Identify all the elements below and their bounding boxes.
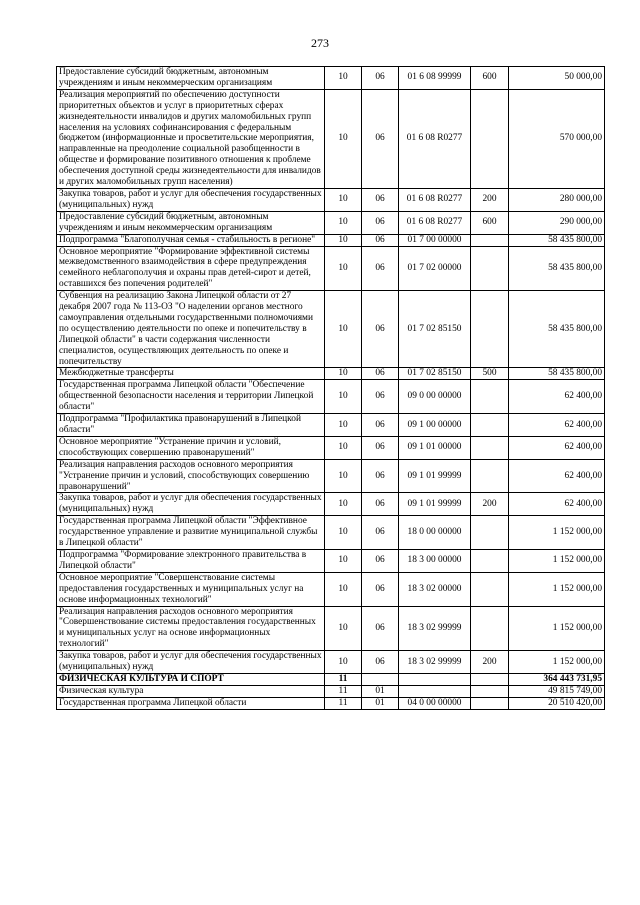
amount-cell: 1 152 000,00 (509, 606, 605, 651)
amount-cell: 58 435 800,00 (509, 234, 605, 246)
amount-cell: 50 000,00 (509, 67, 605, 90)
target-article-cell: 01 7 02 00000 (399, 246, 471, 291)
amount-cell: 1 152 000,00 (509, 549, 605, 572)
target-article-cell: 01 7 02 85150 (399, 291, 471, 368)
row-name-cell: Межбюджетные трансферты (57, 368, 325, 380)
expense-type-cell (471, 685, 509, 697)
section-cell: 10 (325, 493, 362, 516)
table-row (57, 188, 605, 211)
target-article-cell: 09 1 00 00000 (399, 414, 471, 437)
amount-cell: 1 152 000,00 (509, 516, 605, 550)
expense-type-cell (471, 291, 509, 368)
subsection-cell: 06 (362, 368, 399, 380)
section-cell: 10 (325, 549, 362, 572)
subsection-cell: 06 (362, 380, 399, 414)
target-article-cell: 01 6 08 R0277 (399, 89, 471, 188)
row-name-cell: Закупка товаров, работ и услуг для обеспечения государственных (муниципальных) нужд (57, 188, 325, 211)
subsection-cell: 06 (362, 211, 399, 234)
table-row (57, 246, 605, 291)
subsection-cell: 06 (362, 291, 399, 368)
target-article-cell: 09 1 01 99999 (399, 459, 471, 493)
section-cell: 10 (325, 380, 362, 414)
target-article-cell: 18 3 02 99999 (399, 651, 471, 674)
expense-type-cell (471, 549, 509, 572)
amount-cell: 58 435 800,00 (509, 368, 605, 380)
subsection-cell: 01 (362, 685, 399, 697)
section-cell: 10 (325, 516, 362, 550)
subsection-cell: 06 (362, 89, 399, 188)
table-row (57, 368, 605, 380)
section-cell: 10 (325, 436, 362, 459)
row-name-cell: Предоставление субсидий бюджетным, автономным учреждениям и иным некоммерческим организациям (57, 67, 325, 90)
section-cell: 10 (325, 188, 362, 211)
amount-cell: 20 510 420,00 (509, 697, 605, 709)
target-article-cell: 18 3 00 00000 (399, 549, 471, 572)
expense-type-cell (471, 380, 509, 414)
subsection-cell: 06 (362, 234, 399, 246)
row-name-cell: Государственная программа Липецкой области (57, 697, 325, 709)
target-article-cell: 01 7 02 85150 (399, 368, 471, 380)
row-name-cell: Реализация направления расходов основного мероприятия "Устранение причин и условий, способствующих совершению правонарушений" (57, 459, 325, 493)
table-row (57, 211, 605, 234)
expense-type-cell: 200 (471, 493, 509, 516)
section-cell: 10 (325, 368, 362, 380)
section-cell: 10 (325, 459, 362, 493)
expense-type-cell (471, 673, 509, 685)
table-row (57, 549, 605, 572)
row-name-cell: Предоставление субсидий бюджетным, автономным учреждениям и иным некоммерческим организациям (57, 211, 325, 234)
amount-cell: 58 435 800,00 (509, 291, 605, 368)
table-row (57, 493, 605, 516)
expense-type-cell: 200 (471, 188, 509, 211)
amount-cell: 1 152 000,00 (509, 572, 605, 606)
table-row (57, 459, 605, 493)
row-name-cell: Основное мероприятие "Совершенствование системы предоставления государственных и муниципальных услуг на основе информационных технологий" (57, 572, 325, 606)
row-name-cell: Подпрограмма "Профилактика правонарушений в Липецкой области" (57, 414, 325, 437)
amount-cell: 49 815 749,00 (509, 685, 605, 697)
section-cell: 11 (325, 697, 362, 709)
section-cell: 10 (325, 246, 362, 291)
target-article-cell: 09 1 01 00000 (399, 436, 471, 459)
subsection-cell: 06 (362, 606, 399, 651)
table-row (57, 89, 605, 188)
subsection-cell: 06 (362, 67, 399, 90)
subsection-cell: 06 (362, 493, 399, 516)
target-article-cell: 18 0 00 00000 (399, 516, 471, 550)
row-name-cell: Государственная программа Липецкой области "Обеспечение общественной безопасности населения и территории Липецкой области" (57, 380, 325, 414)
target-article-cell: 04 0 00 00000 (399, 697, 471, 709)
row-name-cell: Подпрограмма "Благополучная семья - стабильность в регионе" (57, 234, 325, 246)
expense-type-cell (471, 459, 509, 493)
subsection-cell (362, 673, 399, 685)
table-row (57, 414, 605, 437)
expense-type-cell (471, 516, 509, 550)
expense-type-cell: 500 (471, 368, 509, 380)
amount-cell: 62 400,00 (509, 459, 605, 493)
table-row (57, 516, 605, 550)
section-cell: 10 (325, 414, 362, 437)
subsection-cell: 06 (362, 516, 399, 550)
subsection-cell: 01 (362, 697, 399, 709)
expense-type-cell (471, 246, 509, 291)
target-article-cell: 09 1 01 99999 (399, 493, 471, 516)
amount-cell: 364 443 731,95 (509, 673, 605, 685)
table-row (57, 685, 605, 697)
subsection-cell: 06 (362, 414, 399, 437)
section-cell: 10 (325, 211, 362, 234)
table-row (57, 651, 605, 674)
subsection-cell: 06 (362, 549, 399, 572)
table-row (57, 697, 605, 709)
table-row (57, 673, 605, 685)
subsection-cell: 06 (362, 572, 399, 606)
section-cell: 10 (325, 89, 362, 188)
section-cell: 10 (325, 651, 362, 674)
table-row (57, 380, 605, 414)
target-article-cell (399, 673, 471, 685)
section-cell: 10 (325, 291, 362, 368)
amount-cell: 62 400,00 (509, 414, 605, 437)
row-name-cell: Основное мероприятие "Устранение причин и условий, способствующих совершению правонарушений" (57, 436, 325, 459)
amount-cell: 290 000,00 (509, 211, 605, 234)
subsection-cell: 06 (362, 651, 399, 674)
row-name-cell: Реализация мероприятий по обеспечению доступности приоритетных объектов и услуг в приоритетных сферах жизнедеятельности инвалидов и других маломобильных групп населения на условиях софинансирования с федеральным бюджетом (информационные и просветительские мероприятия, направленные на преодоление социальной разобщенности в обществе и формирование позитивного отношения к проблеме обеспечения доступной среды жизнедеятельности для инвалидов и других маломобильных групп населения) (57, 89, 325, 188)
page-number: 273 (311, 36, 329, 50)
section-cell: 11 (325, 673, 362, 685)
expense-type-cell: 600 (471, 67, 509, 90)
expense-type-cell (471, 436, 509, 459)
amount-cell: 1 152 000,00 (509, 651, 605, 674)
table-row (57, 436, 605, 459)
amount-cell: 62 400,00 (509, 436, 605, 459)
section-cell: 11 (325, 685, 362, 697)
expense-type-cell (471, 606, 509, 651)
target-article-cell: 01 6 08 R0277 (399, 188, 471, 211)
expense-type-cell (471, 697, 509, 709)
expense-type-cell: 200 (471, 651, 509, 674)
table-row (57, 606, 605, 651)
row-name-cell: Основное мероприятие "Формирование эффективной системы межведомственного взаимодействия в сфере предупреждения семейного неблагополучия и охраны прав детей-сирот и детей, оставшихся без попечения родителей" (57, 246, 325, 291)
expense-type-cell (471, 572, 509, 606)
budget-table-body (57, 67, 605, 710)
expense-type-cell (471, 89, 509, 188)
row-name-cell: Закупка товаров, работ и услуг для обеспечения государственных (муниципальных) нужд (57, 651, 325, 674)
row-name-cell: Подпрограмма "Формирование электронного правительства в Липецкой области" (57, 549, 325, 572)
table-row (57, 291, 605, 368)
expense-type-cell (471, 234, 509, 246)
table-row (57, 572, 605, 606)
target-article-cell: 01 6 08 R0277 (399, 211, 471, 234)
subsection-cell: 06 (362, 459, 399, 493)
expense-type-cell: 600 (471, 211, 509, 234)
row-name-cell: Субвенция на реализацию Закона Липецкой области от 27 декабря 2007 года № 113-ОЗ "О наделении органов местного самоуправления отдельными государственными полномочиями по осуществлению деятельности по опеке и попечительству в Липецкой области" в части содержания численности специалистов, осуществляющих деятельность по опеке и попечительству (57, 291, 325, 368)
row-name-cell: Реализация направления расходов основного мероприятия "Совершенствование системы предоставления государственных и муниципальных услуг на основе информационных технологий" (57, 606, 325, 651)
table-row (57, 234, 605, 246)
section-cell: 10 (325, 572, 362, 606)
row-name-cell: ФИЗИЧЕСКАЯ КУЛЬТУРА И СПОРТ (57, 673, 325, 685)
subsection-cell: 06 (362, 246, 399, 291)
section-cell: 10 (325, 67, 362, 90)
subsection-cell: 06 (362, 188, 399, 211)
target-article-cell: 18 3 02 99999 (399, 606, 471, 651)
amount-cell: 58 435 800,00 (509, 246, 605, 291)
target-article-cell: 01 7 00 00000 (399, 234, 471, 246)
target-article-cell: 18 3 02 00000 (399, 572, 471, 606)
row-name-cell: Закупка товаров, работ и услуг для обеспечения государственных (муниципальных) нужд (57, 493, 325, 516)
amount-cell: 570 000,00 (509, 89, 605, 188)
amount-cell: 62 400,00 (509, 380, 605, 414)
target-article-cell (399, 685, 471, 697)
budget-table (56, 66, 605, 710)
amount-cell: 280 000,00 (509, 188, 605, 211)
expense-type-cell (471, 414, 509, 437)
table-row (57, 67, 605, 90)
row-name-cell: Государственная программа Липецкой области "Эффективное государственное управление и развитие муниципальной службы в Липецкой области" (57, 516, 325, 550)
row-name-cell: Физическая культура (57, 685, 325, 697)
subsection-cell: 06 (362, 436, 399, 459)
amount-cell: 62 400,00 (509, 493, 605, 516)
section-cell: 10 (325, 234, 362, 246)
target-article-cell: 01 6 08 99999 (399, 67, 471, 90)
target-article-cell: 09 0 00 00000 (399, 380, 471, 414)
section-cell: 10 (325, 606, 362, 651)
